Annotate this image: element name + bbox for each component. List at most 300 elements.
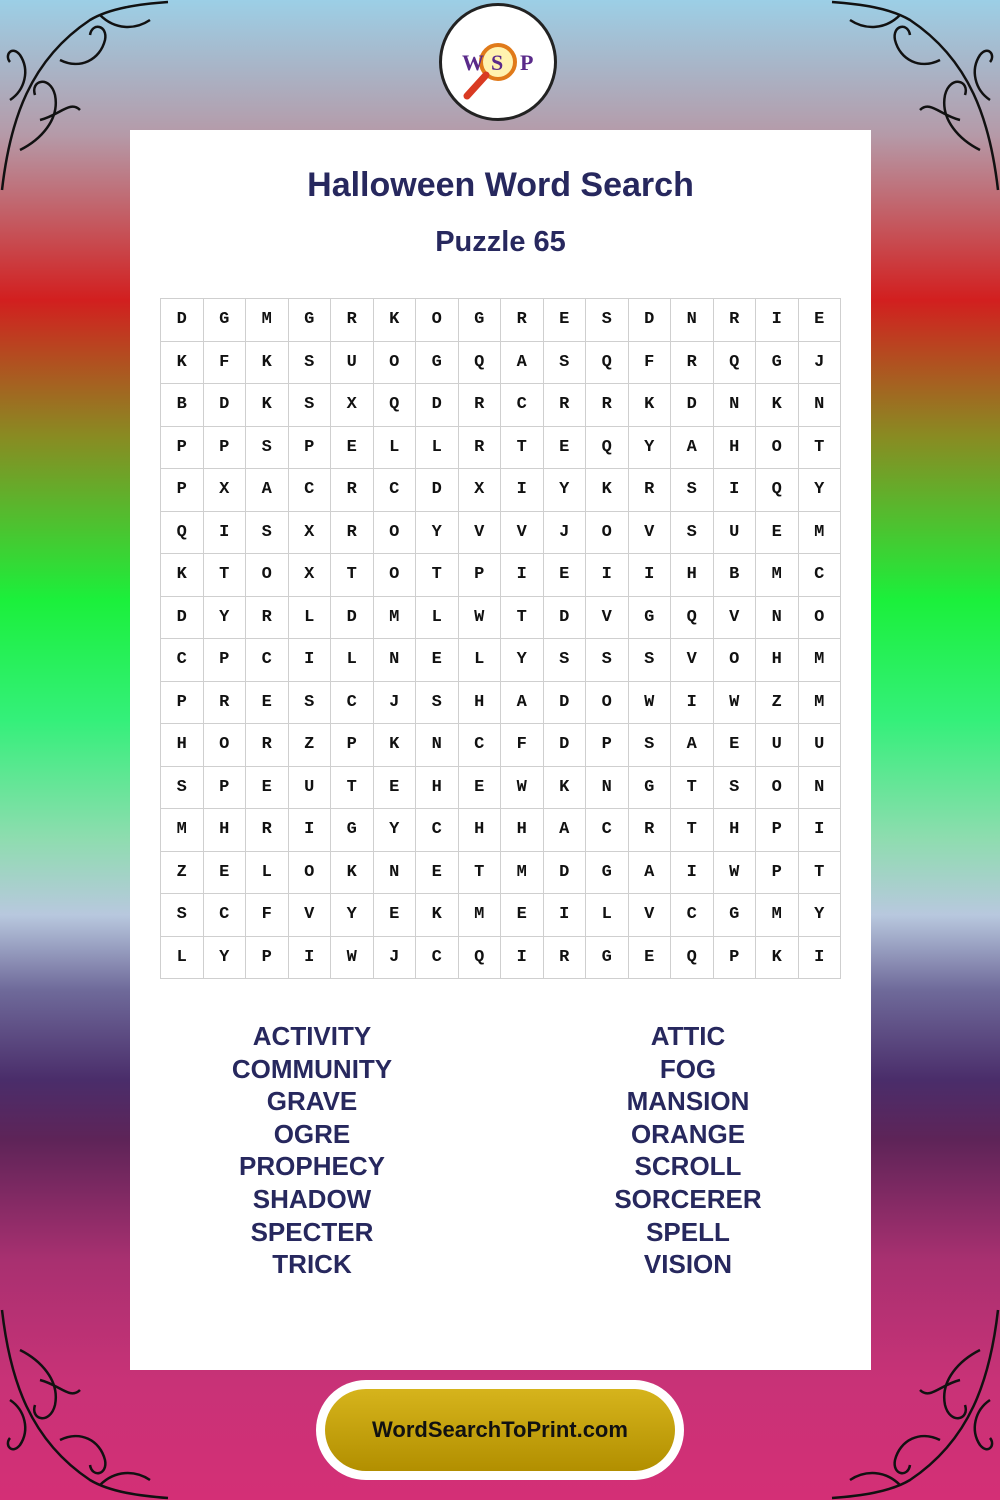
grid-cell[interactable]: O <box>798 596 841 639</box>
grid-cell[interactable]: I <box>671 681 714 724</box>
grid-cell[interactable]: S <box>416 681 459 724</box>
grid-cell[interactable]: I <box>288 809 331 852</box>
logo-letter-s: S <box>491 50 504 75</box>
grid-cell[interactable]: E <box>203 851 246 894</box>
word-item: VISION <box>643 1249 733 1280</box>
grid-cell[interactable]: O <box>756 426 799 469</box>
grid-cell[interactable]: T <box>671 766 714 809</box>
grid-cell[interactable]: C <box>458 724 501 767</box>
grid-cell[interactable]: S <box>543 639 586 682</box>
grid-cell[interactable]: I <box>586 554 629 597</box>
word-item: FOG <box>659 1053 717 1084</box>
grid-cell[interactable]: K <box>586 469 629 512</box>
grid-cell[interactable]: C <box>331 681 374 724</box>
grid-cell[interactable]: S <box>246 511 289 554</box>
grid-cell[interactable]: I <box>501 554 544 597</box>
grid-cell[interactable]: K <box>373 724 416 767</box>
grid-cell[interactable]: V <box>458 511 501 554</box>
grid-cell[interactable]: K <box>331 851 374 894</box>
grid-cell[interactable]: R <box>331 299 374 342</box>
grid-cell[interactable]: R <box>331 469 374 512</box>
word-list-left <box>162 1020 462 1281</box>
grid-cell[interactable]: H <box>713 809 756 852</box>
grid-cell[interactable]: S <box>543 341 586 384</box>
grid-cell[interactable]: K <box>161 341 204 384</box>
grid-cell[interactable]: X <box>288 511 331 554</box>
grid-cell[interactable]: U <box>713 511 756 554</box>
grid-cell[interactable]: E <box>798 299 841 342</box>
grid-cell[interactable]: G <box>458 299 501 342</box>
grid-cell[interactable]: M <box>246 299 289 342</box>
grid-cell[interactable]: T <box>671 809 714 852</box>
grid-cell[interactable]: M <box>756 894 799 937</box>
grid-cell[interactable]: R <box>246 809 289 852</box>
grid-cell[interactable]: O <box>246 554 289 597</box>
grid-cell[interactable]: X <box>203 469 246 512</box>
wsp-logo <box>439 3 557 121</box>
grid-cell[interactable]: D <box>543 851 586 894</box>
grid-row <box>161 851 841 894</box>
grid-cell[interactable]: O <box>713 639 756 682</box>
grid-cell[interactable]: X <box>331 384 374 427</box>
grid-cell[interactable]: I <box>288 639 331 682</box>
grid-cell[interactable]: H <box>671 554 714 597</box>
grid-cell[interactable]: A <box>246 469 289 512</box>
grid-cell[interactable]: I <box>713 469 756 512</box>
grid-cell[interactable]: T <box>416 554 459 597</box>
grid-cell[interactable]: K <box>246 341 289 384</box>
grid-cell[interactable]: O <box>373 511 416 554</box>
grid-cell[interactable]: G <box>756 341 799 384</box>
grid-cell[interactable]: U <box>331 341 374 384</box>
grid-cell[interactable]: W <box>713 851 756 894</box>
grid-cell[interactable]: L <box>458 639 501 682</box>
grid-cell[interactable]: R <box>458 384 501 427</box>
grid-cell[interactable]: Q <box>671 936 714 979</box>
word-item: ATTIC <box>650 1021 726 1051</box>
grid-cell[interactable]: M <box>373 596 416 639</box>
grid-cell[interactable]: V <box>628 511 671 554</box>
grid-cell[interactable]: H <box>416 766 459 809</box>
grid-cell[interactable]: B <box>161 384 204 427</box>
grid-cell[interactable]: H <box>756 639 799 682</box>
grid-cell[interactable]: J <box>373 681 416 724</box>
grid-cell[interactable]: T <box>203 554 246 597</box>
grid-cell[interactable]: H <box>458 809 501 852</box>
grid-cell[interactable]: O <box>756 766 799 809</box>
grid-row <box>161 341 841 384</box>
grid-cell[interactable]: M <box>756 554 799 597</box>
grid-cell[interactable]: Y <box>798 894 841 937</box>
grid-cell[interactable]: E <box>373 766 416 809</box>
grid-cell[interactable]: E <box>246 681 289 724</box>
grid-cell[interactable]: V <box>628 894 671 937</box>
grid-cell[interactable]: T <box>501 426 544 469</box>
grid-row <box>161 639 841 682</box>
grid-cell[interactable]: Q <box>586 341 629 384</box>
grid-cell[interactable]: V <box>501 511 544 554</box>
grid-cell[interactable]: L <box>331 639 374 682</box>
grid-cell[interactable]: Z <box>756 681 799 724</box>
grid-cell[interactable]: C <box>416 936 459 979</box>
grid-cell[interactable]: E <box>458 766 501 809</box>
word-item: PROPHECY <box>239 1151 385 1182</box>
grid-cell[interactable]: O <box>373 554 416 597</box>
grid-cell[interactable]: V <box>671 639 714 682</box>
grid-cell[interactable]: K <box>543 766 586 809</box>
grid-cell[interactable]: G <box>416 341 459 384</box>
grid-cell[interactable]: C <box>246 639 289 682</box>
grid-cell[interactable]: U <box>288 766 331 809</box>
grid-cell[interactable]: X <box>458 469 501 512</box>
word-item: SPELL <box>646 1216 730 1247</box>
grid-cell[interactable]: A <box>671 426 714 469</box>
grid-cell[interactable]: Y <box>416 511 459 554</box>
grid-cell[interactable]: P <box>203 766 246 809</box>
grid-cell[interactable]: M <box>458 894 501 937</box>
grid-cell[interactable]: Q <box>458 936 501 979</box>
grid-cell[interactable]: E <box>373 894 416 937</box>
grid-cell[interactable]: W <box>628 681 671 724</box>
grid-cell[interactable]: A <box>628 851 671 894</box>
grid-cell[interactable]: Q <box>458 341 501 384</box>
grid-cell[interactable]: E <box>543 426 586 469</box>
grid-cell[interactable]: S <box>246 426 289 469</box>
grid-cell[interactable]: R <box>543 384 586 427</box>
grid-cell[interactable]: B <box>713 554 756 597</box>
grid-cell[interactable]: A <box>501 681 544 724</box>
grid-cell[interactable]: E <box>416 851 459 894</box>
grid-cell[interactable]: Y <box>543 469 586 512</box>
grid-cell[interactable]: C <box>373 469 416 512</box>
grid-cell[interactable]: A <box>501 341 544 384</box>
grid-cell[interactable]: P <box>331 724 374 767</box>
grid-cell[interactable]: G <box>288 299 331 342</box>
grid-cell[interactable]: K <box>628 384 671 427</box>
grid-cell[interactable]: C <box>203 894 246 937</box>
grid-cell[interactable]: P <box>458 554 501 597</box>
grid-cell[interactable]: X <box>288 554 331 597</box>
grid-cell[interactable]: I <box>501 936 544 979</box>
logo-letter-w: W <box>462 50 484 75</box>
word-item: SHADOW <box>252 1183 372 1214</box>
grid-cell[interactable]: J <box>543 511 586 554</box>
grid-cell[interactable]: U <box>798 724 841 767</box>
grid-cell[interactable]: D <box>161 596 204 639</box>
grid-cell[interactable]: I <box>288 936 331 979</box>
grid-cell[interactable]: C <box>671 894 714 937</box>
grid-cell[interactable]: K <box>416 894 459 937</box>
grid-cell[interactable]: T <box>331 766 374 809</box>
grid-cell[interactable]: S <box>288 384 331 427</box>
grid-cell[interactable]: G <box>586 851 629 894</box>
grid-cell[interactable]: E <box>756 511 799 554</box>
grid-cell[interactable]: R <box>671 341 714 384</box>
grid-cell[interactable]: P <box>161 469 204 512</box>
grid-cell[interactable]: F <box>628 341 671 384</box>
grid-cell[interactable]: E <box>501 894 544 937</box>
grid-cell[interactable]: D <box>543 724 586 767</box>
word-item: ORANGE <box>630 1118 746 1149</box>
grid-cell[interactable]: C <box>288 469 331 512</box>
grid-cell[interactable]: N <box>671 299 714 342</box>
grid-cell[interactable]: K <box>756 384 799 427</box>
grid-cell[interactable]: M <box>501 851 544 894</box>
grid-cell[interactable]: N <box>373 851 416 894</box>
grid-cell[interactable]: S <box>671 469 714 512</box>
word-item: COMMUNITY <box>231 1053 393 1084</box>
grid-cell[interactable]: L <box>246 851 289 894</box>
grid-cell[interactable]: R <box>628 469 671 512</box>
grid-cell[interactable]: I <box>203 511 246 554</box>
grid-cell[interactable]: E <box>543 299 586 342</box>
grid-row <box>161 384 841 427</box>
grid-cell[interactable]: K <box>161 554 204 597</box>
grid-cell[interactable]: J <box>373 936 416 979</box>
grid-cell[interactable]: R <box>203 681 246 724</box>
grid-cell[interactable]: F <box>203 341 246 384</box>
grid-cell[interactable]: P <box>161 681 204 724</box>
grid-cell[interactable]: I <box>798 809 841 852</box>
grid-cell[interactable]: E <box>543 554 586 597</box>
grid-cell[interactable]: M <box>161 809 204 852</box>
grid-cell[interactable]: N <box>373 639 416 682</box>
grid-cell[interactable]: A <box>671 724 714 767</box>
grid-cell[interactable]: R <box>331 511 374 554</box>
grid-cell[interactable]: C <box>416 809 459 852</box>
grid-cell[interactable]: S <box>586 299 629 342</box>
grid-cell[interactable]: I <box>671 851 714 894</box>
grid-cell[interactable]: R <box>246 596 289 639</box>
grid-cell[interactable]: E <box>331 426 374 469</box>
grid-cell[interactable]: S <box>713 766 756 809</box>
word-list-right <box>538 1020 838 1281</box>
grid-cell[interactable]: D <box>543 596 586 639</box>
grid-cell[interactable]: E <box>713 724 756 767</box>
grid-cell[interactable]: L <box>161 936 204 979</box>
grid-row <box>161 809 841 852</box>
grid-cell[interactable]: N <box>416 724 459 767</box>
grid-cell[interactable]: S <box>288 341 331 384</box>
grid-row <box>161 894 841 937</box>
grid-cell[interactable]: R <box>628 809 671 852</box>
logo-letter-p: P <box>520 50 534 75</box>
grid-cell[interactable]: Q <box>161 511 204 554</box>
grid-cell[interactable]: T <box>458 851 501 894</box>
grid-cell[interactable]: R <box>246 724 289 767</box>
grid-cell[interactable]: V <box>713 596 756 639</box>
grid-cell[interactable]: R <box>501 299 544 342</box>
grid-cell[interactable]: Q <box>586 426 629 469</box>
grid-cell[interactable]: M <box>798 511 841 554</box>
grid-cell[interactable]: D <box>416 469 459 512</box>
grid-cell[interactable]: L <box>373 426 416 469</box>
grid-cell[interactable]: Q <box>373 384 416 427</box>
site-url[interactable]: WordSearchToPrint.com <box>325 1389 675 1471</box>
grid-cell[interactable]: K <box>756 936 799 979</box>
grid-cell[interactable]: R <box>713 299 756 342</box>
grid-cell[interactable]: L <box>586 894 629 937</box>
word-item: SPECTER <box>250 1216 374 1247</box>
grid-cell[interactable]: H <box>161 724 204 767</box>
grid-cell[interactable]: Y <box>501 639 544 682</box>
grid-cell[interactable]: T <box>798 426 841 469</box>
grid-cell[interactable]: D <box>161 299 204 342</box>
grid-cell[interactable]: P <box>203 426 246 469</box>
grid-cell[interactable]: J <box>798 341 841 384</box>
grid-cell[interactable]: I <box>501 469 544 512</box>
grid-row <box>161 511 841 554</box>
puzzle-number: Puzzle 65 <box>435 226 566 258</box>
grid-cell[interactable]: S <box>586 639 629 682</box>
puzzle-card <box>130 130 871 1370</box>
grid-cell[interactable]: Z <box>288 724 331 767</box>
grid-cell[interactable]: W <box>458 596 501 639</box>
grid-row <box>161 426 841 469</box>
grid-cell[interactable]: T <box>501 596 544 639</box>
grid-cell[interactable]: L <box>288 596 331 639</box>
grid-cell[interactable]: A <box>543 809 586 852</box>
grid-cell[interactable]: G <box>628 766 671 809</box>
grid-cell[interactable]: Q <box>756 469 799 512</box>
grid-cell[interactable]: P <box>288 426 331 469</box>
grid-cell[interactable]: S <box>671 511 714 554</box>
grid-cell[interactable]: U <box>756 724 799 767</box>
grid-cell[interactable]: P <box>713 936 756 979</box>
grid-cell[interactable]: M <box>798 681 841 724</box>
grid-cell[interactable]: D <box>203 384 246 427</box>
grid-cell[interactable]: G <box>713 894 756 937</box>
grid-cell[interactable]: I <box>628 554 671 597</box>
grid-cell[interactable]: N <box>756 596 799 639</box>
grid-cell[interactable]: G <box>203 299 246 342</box>
grid-cell[interactable]: E <box>628 936 671 979</box>
grid-row <box>161 596 841 639</box>
grid-cell[interactable]: P <box>161 426 204 469</box>
grid-cell[interactable]: Y <box>373 809 416 852</box>
grid-cell[interactable]: E <box>416 639 459 682</box>
grid-cell[interactable]: Q <box>671 596 714 639</box>
grid-cell[interactable]: H <box>713 426 756 469</box>
grid-cell[interactable]: T <box>798 851 841 894</box>
grid-cell[interactable]: N <box>713 384 756 427</box>
grid-cell[interactable]: G <box>586 936 629 979</box>
grid-cell[interactable]: V <box>586 596 629 639</box>
grid-cell[interactable]: L <box>416 426 459 469</box>
grid-row <box>161 936 841 979</box>
grid-cell[interactable]: P <box>203 639 246 682</box>
grid-cell[interactable]: G <box>331 809 374 852</box>
grid-cell[interactable]: Q <box>713 341 756 384</box>
grid-cell[interactable]: I <box>756 299 799 342</box>
letter-grid <box>160 298 841 979</box>
grid-cell[interactable]: S <box>161 894 204 937</box>
grid-cell[interactable]: L <box>416 596 459 639</box>
grid-cell[interactable]: O <box>586 511 629 554</box>
grid-cell[interactable]: O <box>288 851 331 894</box>
grid-cell[interactable]: Y <box>628 426 671 469</box>
grid-cell[interactable]: Z <box>161 851 204 894</box>
grid-cell[interactable]: D <box>628 299 671 342</box>
word-item: SCROLL <box>634 1151 742 1182</box>
grid-cell[interactable]: N <box>798 766 841 809</box>
grid-row <box>161 469 841 512</box>
word-item: GRAVE <box>266 1086 358 1117</box>
grid-cell[interactable]: D <box>543 681 586 724</box>
grid-cell[interactable]: D <box>416 384 459 427</box>
grid-cell[interactable]: S <box>628 639 671 682</box>
grid-cell[interactable]: T <box>331 554 374 597</box>
grid-cell[interactable]: M <box>798 639 841 682</box>
grid-row <box>161 554 841 597</box>
grid-cell[interactable]: N <box>586 766 629 809</box>
grid-cell[interactable]: W <box>331 936 374 979</box>
grid-cell[interactable]: S <box>288 681 331 724</box>
grid-cell[interactable]: C <box>586 809 629 852</box>
word-item: ACTIVITY <box>252 1021 372 1051</box>
grid-cell[interactable]: C <box>161 639 204 682</box>
grid-row <box>161 299 841 342</box>
grid-cell[interactable]: F <box>246 894 289 937</box>
grid-cell[interactable]: P <box>756 809 799 852</box>
grid-cell[interactable]: K <box>373 299 416 342</box>
grid-cell[interactable]: Y <box>203 596 246 639</box>
grid-cell[interactable]: O <box>203 724 246 767</box>
grid-cell[interactable]: K <box>246 384 289 427</box>
grid-cell[interactable]: O <box>416 299 459 342</box>
grid-cell[interactable]: I <box>543 894 586 937</box>
grid-cell[interactable]: V <box>288 894 331 937</box>
word-item: TRICK <box>272 1249 352 1280</box>
grid-cell[interactable]: D <box>331 596 374 639</box>
grid-cell[interactable]: P <box>756 851 799 894</box>
word-item: MANSION <box>626 1086 750 1117</box>
grid-cell[interactable]: P <box>246 936 289 979</box>
grid-cell[interactable]: F <box>501 724 544 767</box>
grid-cell[interactable]: P <box>586 724 629 767</box>
grid-cell[interactable]: E <box>246 766 289 809</box>
word-item: OGRE <box>273 1118 351 1149</box>
grid-cell[interactable]: D <box>671 384 714 427</box>
word-item: SORCERER <box>614 1183 762 1214</box>
grid-cell[interactable]: O <box>586 681 629 724</box>
grid-cell[interactable]: S <box>161 766 204 809</box>
page-title: Halloween Word Search <box>307 166 694 204</box>
grid-cell[interactable]: Y <box>798 469 841 512</box>
grid-cell[interactable]: C <box>798 554 841 597</box>
grid-cell[interactable]: S <box>628 724 671 767</box>
grid-cell[interactable]: H <box>458 681 501 724</box>
grid-cell[interactable]: H <box>203 809 246 852</box>
grid-cell[interactable]: R <box>543 936 586 979</box>
site-banner <box>316 1380 684 1480</box>
grid-row <box>161 681 841 724</box>
grid-cell[interactable]: W <box>501 766 544 809</box>
grid-cell[interactable]: R <box>458 426 501 469</box>
grid-cell[interactable]: R <box>586 384 629 427</box>
grid-cell[interactable]: O <box>373 341 416 384</box>
grid-cell[interactable]: Y <box>203 936 246 979</box>
grid-cell[interactable]: C <box>501 384 544 427</box>
grid-cell[interactable]: W <box>713 681 756 724</box>
grid-row <box>161 766 841 809</box>
grid-cell[interactable]: Y <box>331 894 374 937</box>
grid-cell[interactable]: H <box>501 809 544 852</box>
grid-cell[interactable]: G <box>628 596 671 639</box>
grid-cell[interactable]: I <box>798 936 841 979</box>
grid-cell[interactable]: N <box>798 384 841 427</box>
grid-row <box>161 724 841 767</box>
